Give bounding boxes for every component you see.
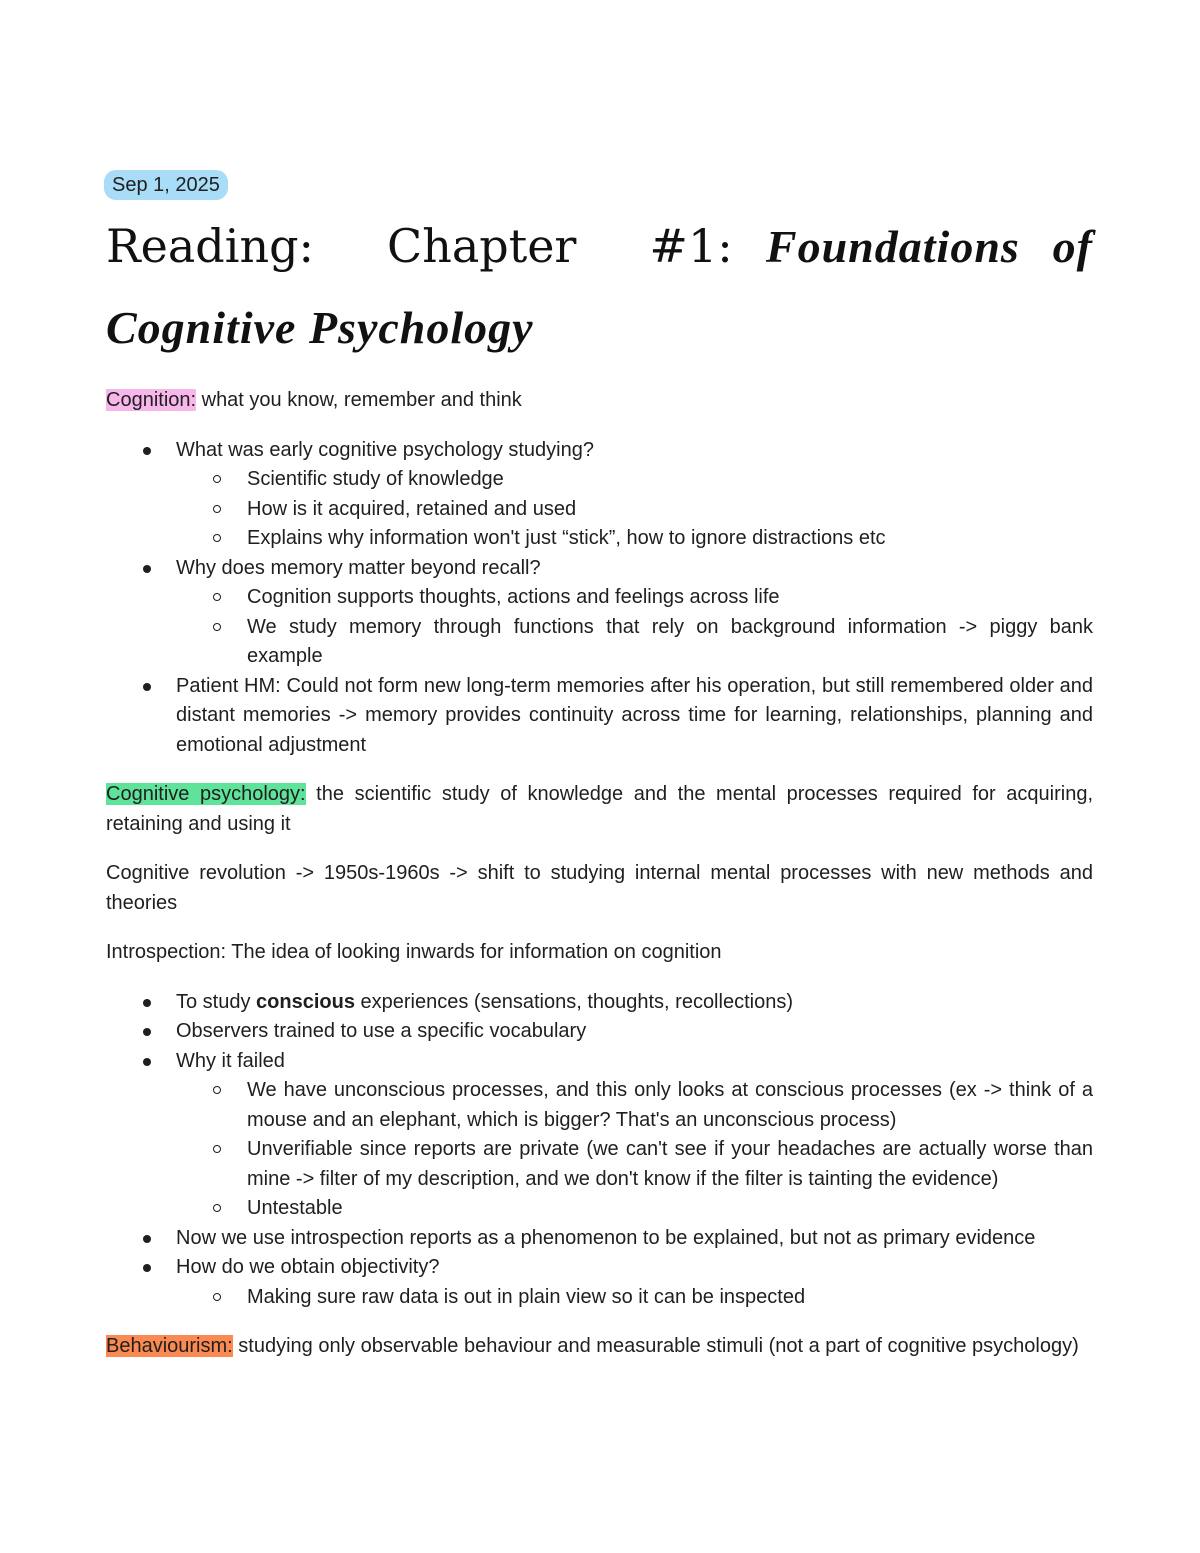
hollow-bullet-icon (213, 1293, 221, 1301)
cognitive-psychology-definition (106, 780, 1093, 839)
document-body (106, 386, 1093, 1362)
introspection-list (106, 988, 1093, 1313)
cognition-definition-text: what you know, remember and think (196, 389, 522, 411)
sub-list-item-text: Unverifiable since reports are private (we can't see if your headaches are actually worse than mine -> filter of my description, and we don't know if the filter is tainting the evidence) (247, 1138, 1093, 1190)
bullet-icon (143, 1028, 151, 1036)
introspection-paragraph: Introspection: The idea of looking inwards for information on cognition (106, 941, 722, 963)
sub-list (176, 583, 1093, 672)
bullet-icon (143, 683, 151, 691)
hollow-bullet-icon (213, 1145, 221, 1153)
list-item-text: What was early cognitive psychology studying? (176, 438, 594, 461)
hollow-bullet-icon (213, 623, 221, 631)
list-item (106, 672, 1093, 761)
bullet-icon (143, 1264, 151, 1272)
sub-list-item (176, 613, 1093, 672)
sub-list-item-text: We have unconscious processes, and this only looks at conscious processes (ex -> think of a mouse and an elephant, which is bigger? That's an unconscious process) (247, 1079, 1093, 1131)
cognitive-psychology-definition-text: the scientific study of knowledge and the mental processes required for acquiring, retaining and using it (106, 783, 1093, 835)
sub-list-item-text: Scientific study of knowledge (247, 468, 504, 490)
sub-list (176, 1076, 1093, 1224)
hollow-bullet-icon (213, 593, 221, 601)
document-page (106, 170, 1093, 1362)
behaviourism-term: Behaviourism: (106, 1335, 233, 1357)
date-chip[interactable]: Sep 1, 2025 (104, 170, 228, 200)
title-serif-part: Reading: Chapter #1: (106, 219, 733, 273)
list-item (106, 1253, 1093, 1312)
list-item-text (176, 988, 1093, 1018)
cognition-list (106, 436, 1093, 761)
list-item-text: Why does memory matter beyond recall? (176, 556, 541, 579)
hollow-bullet-icon (213, 534, 221, 542)
sub-list-item (176, 524, 1093, 554)
sub-list-item (176, 495, 1093, 525)
cognition-term: Cognition: (106, 389, 197, 411)
sub-list-item (176, 1194, 1093, 1224)
sub-list-item (176, 1135, 1093, 1194)
behaviourism-definition-text: studying only observable behaviour and measurable stimuli (not a part of cognitive psychology) (232, 1335, 1079, 1357)
sub-list-item-text: Making sure raw data is out in plain view so it can be inspected (247, 1285, 806, 1308)
cognitive-revolution-paragraph: Cognitive revolution -> 1950s-1960s -> shift to studying internal mental processes with new methods and theories (106, 862, 1093, 914)
bullet-icon (143, 447, 151, 455)
list-item (106, 1224, 1093, 1254)
list-item-text-part: experiences (sensations, thoughts, recollections) (354, 990, 793, 1013)
bullet-icon (143, 1235, 151, 1243)
sub-list-item-text: We study memory through functions that rely on background information -> piggy bank example (247, 615, 1093, 667)
list-item-text: Observers trained to use a specific vocabulary (176, 1020, 587, 1042)
list-item (106, 1047, 1093, 1224)
bullet-icon (143, 1058, 151, 1066)
list-item (106, 436, 1093, 554)
sub-list-item (176, 1076, 1093, 1135)
list-item (106, 1017, 1093, 1047)
sub-list (176, 1283, 1093, 1313)
list-item-text: Why it failed (176, 1049, 285, 1072)
list-item-text-part: To study (176, 990, 257, 1013)
cognition-definition (106, 386, 1093, 416)
list-item-text: How do we obtain objectivity? (176, 1256, 440, 1278)
page-title (106, 206, 1093, 368)
hollow-bullet-icon (213, 475, 221, 483)
behaviourism-definition (106, 1332, 1093, 1362)
sub-list (176, 465, 1093, 554)
sub-list-item (176, 583, 1093, 613)
bullet-icon (143, 565, 151, 573)
list-item-text: Now we use introspection reports as a phenomenon to be explained, but not as primary evidence (176, 1226, 1036, 1249)
hollow-bullet-icon (213, 1204, 221, 1212)
sub-list-item-text: Cognition supports thoughts, actions and feelings across life (247, 586, 780, 608)
cognitive-psychology-term: Cognitive psychology: (106, 783, 306, 805)
sub-list-item (176, 465, 1093, 495)
sub-list-item (176, 1283, 1093, 1313)
hollow-bullet-icon (213, 1086, 221, 1094)
sub-list-item-text: How is it acquired, retained and used (247, 497, 577, 520)
bullet-icon (143, 999, 151, 1007)
bold-emphasis: conscious (256, 990, 355, 1013)
list-item (106, 554, 1093, 672)
title-handwritten-part: Foundations of Cognitive Psychology (106, 221, 1094, 353)
list-item-text: Patient HM: Could not form new long-term memories after his operation, but still remembered older and distant memories -> memory provides continuity across time for learning, relationships, planning and emotional adjustment (176, 674, 1093, 756)
hollow-bullet-icon (213, 505, 221, 513)
sub-list-item-text: Untestable (247, 1197, 343, 1219)
sub-list-item-text: Explains why information won't just “stick”, how to ignore distractions etc (247, 527, 886, 549)
list-item (106, 988, 1093, 1018)
